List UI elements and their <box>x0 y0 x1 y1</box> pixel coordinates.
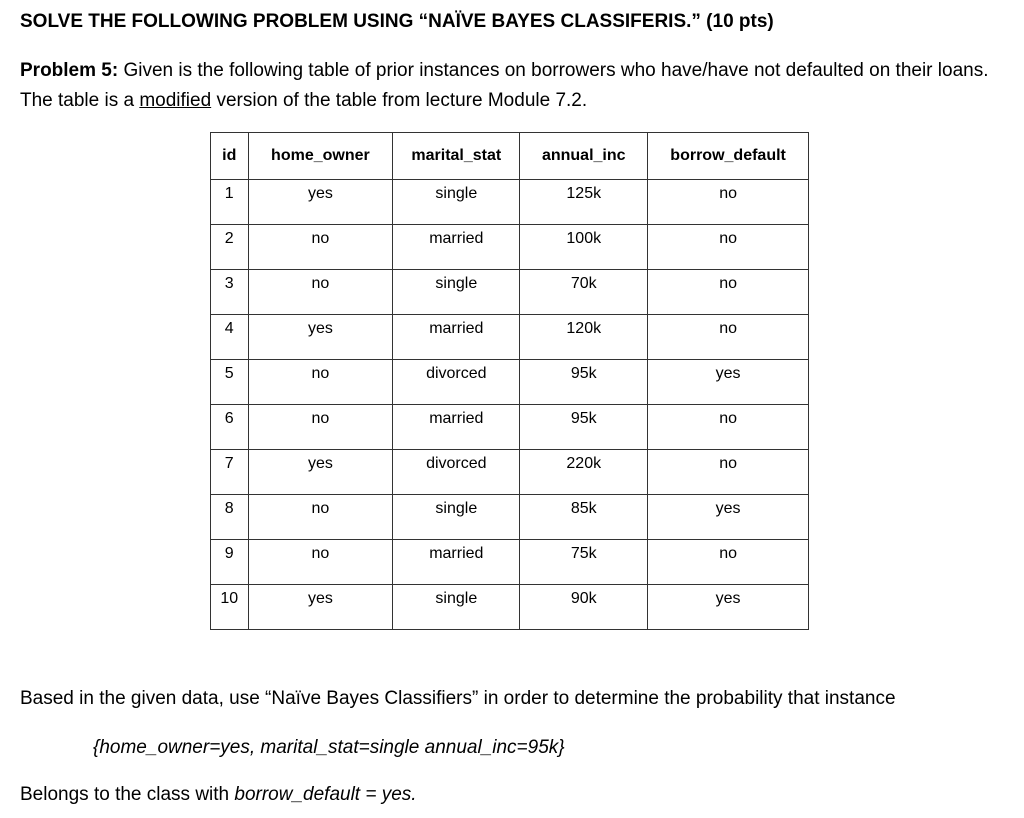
cell-marital-stat: married <box>393 540 520 585</box>
cell-borrow-default: no <box>648 270 809 315</box>
cell-home-owner: yes <box>248 315 393 360</box>
cell-annual-inc: 90k <box>520 585 648 630</box>
cell-marital-stat: single <box>393 270 520 315</box>
header-marital-stat: marital_stat <box>393 133 520 180</box>
cell-id: 5 <box>211 360 249 405</box>
cell-id: 8 <box>211 495 249 540</box>
cell-home-owner: no <box>248 225 393 270</box>
header-borrow-default: borrow_default <box>648 133 809 180</box>
header-annual-inc: annual_inc <box>520 133 648 180</box>
cell-marital-stat: single <box>393 180 520 225</box>
cell-borrow-default: no <box>648 540 809 585</box>
problem-text-before: Given is the following table of prior instances on borrowers who have/have not defaulted on their loans. The table is a <box>20 60 989 111</box>
cell-borrow-default: no <box>648 180 809 225</box>
problem-statement <box>20 56 1010 116</box>
cell-marital-stat: married <box>393 405 520 450</box>
cell-id: 4 <box>211 315 249 360</box>
target-class-value: borrow_default = yes. <box>234 784 417 805</box>
cell-home-owner: yes <box>248 585 393 630</box>
table-row <box>211 225 809 270</box>
cell-id: 7 <box>211 450 249 495</box>
table-row <box>211 180 809 225</box>
cell-id: 10 <box>211 585 249 630</box>
cell-borrow-default: yes <box>648 585 809 630</box>
cell-annual-inc: 75k <box>520 540 648 585</box>
cell-id: 1 <box>211 180 249 225</box>
table-row <box>211 540 809 585</box>
cell-annual-inc: 120k <box>520 315 648 360</box>
cell-borrow-default: no <box>648 450 809 495</box>
cell-home-owner: no <box>248 495 393 540</box>
cell-annual-inc: 95k <box>520 360 648 405</box>
table-row <box>211 450 809 495</box>
cell-marital-stat: divorced <box>393 360 520 405</box>
cell-marital-stat: divorced <box>393 450 520 495</box>
cell-marital-stat: single <box>393 495 520 540</box>
cell-annual-inc: 85k <box>520 495 648 540</box>
cell-marital-stat: married <box>393 225 520 270</box>
table-header-row <box>211 133 809 180</box>
target-class-prefix: Belongs to the class with <box>20 784 235 805</box>
table-row <box>211 585 809 630</box>
cell-home-owner: no <box>248 360 393 405</box>
cell-annual-inc: 100k <box>520 225 648 270</box>
table-row <box>211 270 809 315</box>
table-row <box>211 360 809 405</box>
problem-label: Problem 5: <box>20 60 119 81</box>
cell-home-owner: no <box>248 540 393 585</box>
cell-id: 9 <box>211 540 249 585</box>
cell-annual-inc: 220k <box>520 450 648 495</box>
cell-home-owner: no <box>248 270 393 315</box>
problem-underlined-word: modified <box>139 90 212 111</box>
cell-home-owner: no <box>248 405 393 450</box>
cell-borrow-default: yes <box>648 360 809 405</box>
table-row <box>211 405 809 450</box>
cell-borrow-default: no <box>648 225 809 270</box>
cell-home-owner: yes <box>248 450 393 495</box>
question-text: Based in the given data, use “Naïve Bayes Classifiers” in order to determine the probability that instance <box>20 688 896 709</box>
cell-marital-stat: married <box>393 315 520 360</box>
cell-id: 2 <box>211 225 249 270</box>
cell-home-owner: yes <box>248 180 393 225</box>
cell-id: 6 <box>211 405 249 450</box>
cell-id: 3 <box>211 270 249 315</box>
table-row <box>211 495 809 540</box>
cell-marital-stat: single <box>393 585 520 630</box>
cell-annual-inc: 125k <box>520 180 648 225</box>
cell-annual-inc: 95k <box>520 405 648 450</box>
borrower-table <box>210 132 809 630</box>
target-class-line <box>20 784 417 806</box>
cell-borrow-default: yes <box>648 495 809 540</box>
problem-text-after: version of the table from lecture Module 7.2. <box>211 90 588 111</box>
table-row <box>211 315 809 360</box>
header-id: id <box>211 133 249 180</box>
page-heading: SOLVE THE FOLLOWING PROBLEM USING “NAÏVE BAYES CLASSIFERIS.” (10 pts) <box>20 11 774 32</box>
query-instance: {home_owner=yes, marital_stat=single annual_inc=95k} <box>93 737 565 758</box>
header-home-owner: home_owner <box>248 133 393 180</box>
cell-borrow-default: no <box>648 315 809 360</box>
cell-borrow-default: no <box>648 405 809 450</box>
cell-annual-inc: 70k <box>520 270 648 315</box>
